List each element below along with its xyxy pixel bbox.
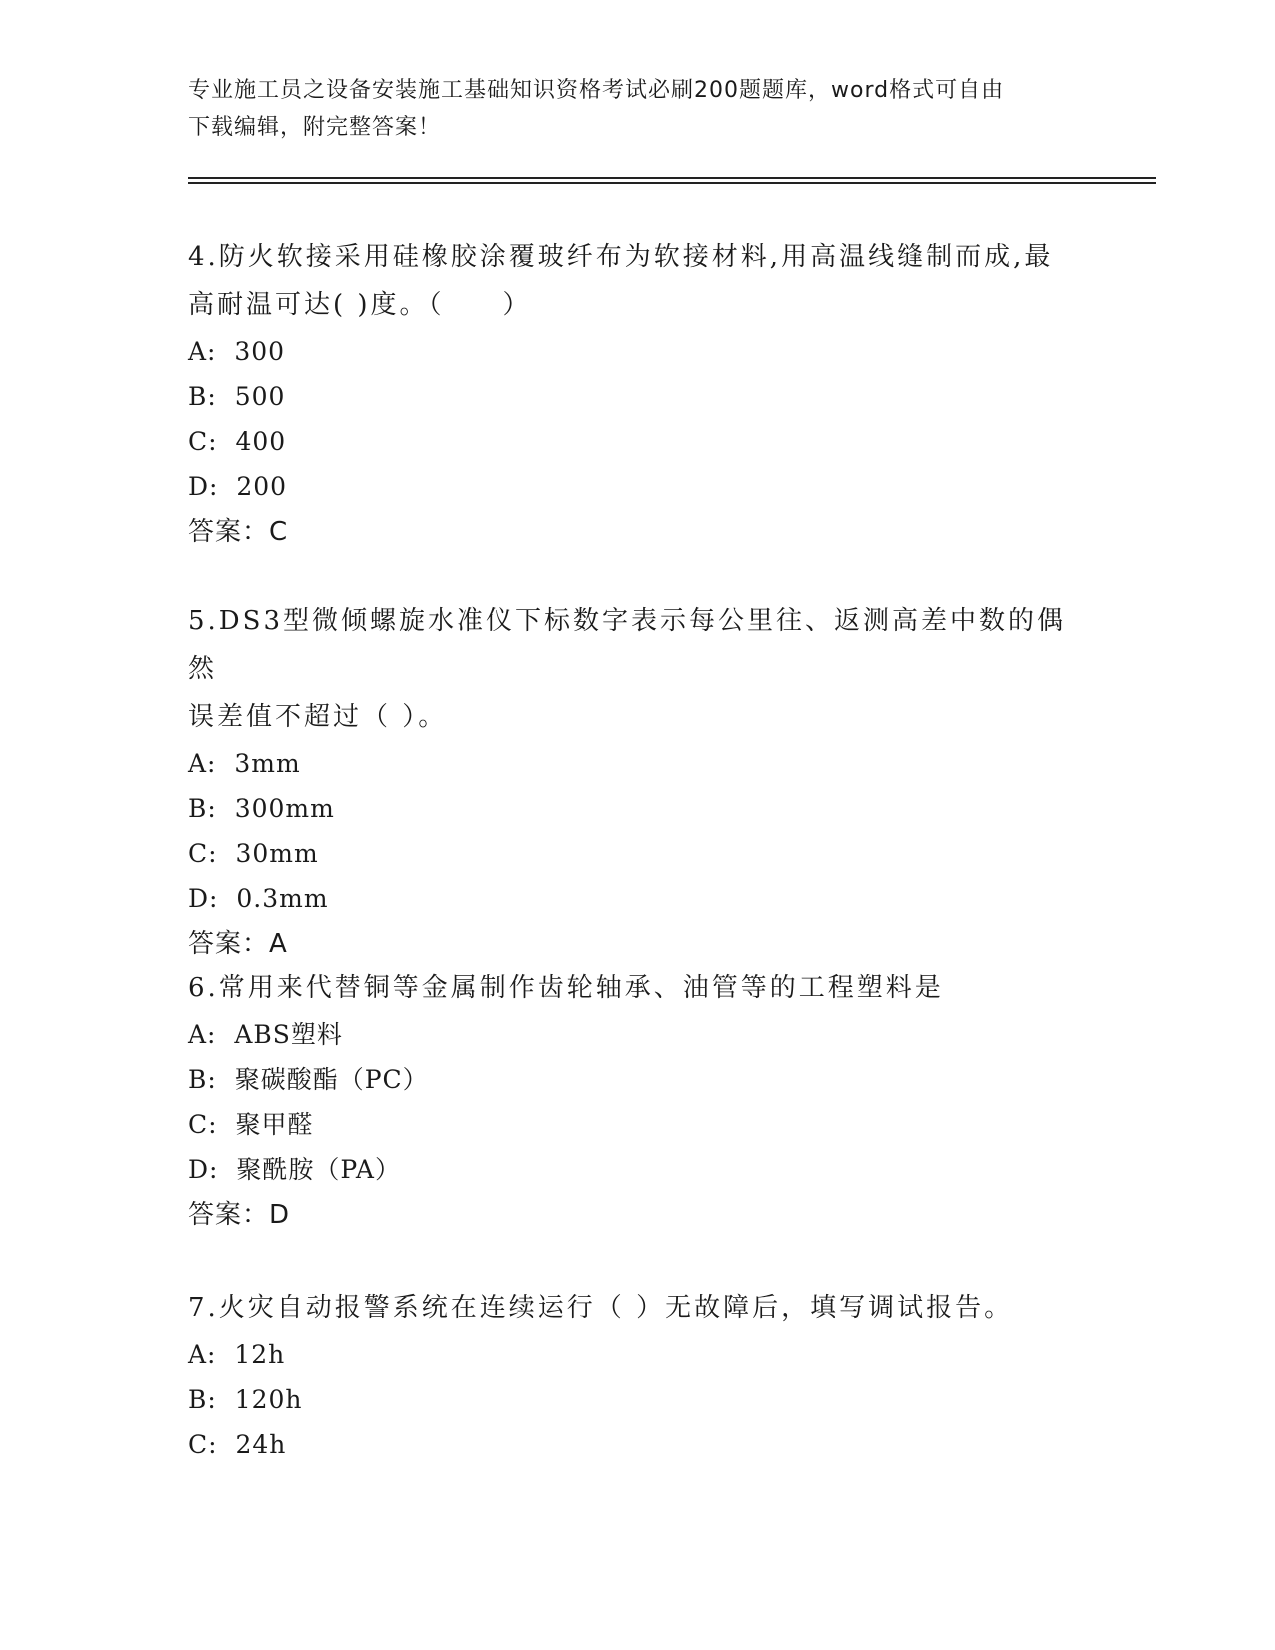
question-text-line: 误差值不超过（ ）。: [188, 702, 448, 732]
option-b: B: 120h: [188, 1385, 303, 1414]
question-text: [188, 964, 1088, 1012]
question-text-line: 7.火灾自动报警系统在连续运行（ ）无故障后，填写调试报告。: [188, 1293, 1014, 1323]
header-divider-top: [188, 177, 1156, 179]
option-b: B: 300mm: [188, 794, 335, 823]
answer-line: 答案：A: [188, 929, 288, 959]
option-b: B: 聚碳酸酯（PC）: [188, 1065, 429, 1094]
option-a: A: 12h: [188, 1340, 286, 1369]
option-a: A: 300: [188, 337, 286, 366]
document-header: [188, 72, 1088, 146]
option-d: D: 200: [188, 472, 288, 501]
option-c: C: 聚甲醛: [188, 1110, 314, 1139]
question-block: [188, 964, 1088, 1238]
option-c: C: 24h: [188, 1430, 287, 1459]
option-a: A: ABS塑料: [188, 1020, 343, 1049]
option-b: B: 500: [188, 382, 286, 411]
question-text-line: 5.DS3型微倾螺旋水准仪下标数字表示每公里往、返测高差中数的偶然: [188, 606, 1067, 684]
question-text: [188, 233, 1088, 329]
question-text-line: 4.防火软接采用硅橡胶涂覆玻纤布为软接材料,用高温线缝制而成,最: [188, 242, 1054, 272]
option-c: C: 30mm: [188, 839, 319, 868]
question-block: [188, 1284, 1088, 1467]
option-d: D: 0.3mm: [188, 884, 329, 913]
option-c: C: 400: [188, 427, 287, 456]
option-a: A: 3mm: [188, 749, 301, 778]
header-line-2: 下载编辑，附完整答案！: [188, 115, 442, 140]
question-block: [188, 597, 1088, 967]
question-block: [188, 233, 1088, 555]
question-text-line: 高耐温可达( )度。（ ）: [188, 290, 532, 320]
question-text: [188, 1284, 1088, 1332]
answer-line: 答案：C: [188, 517, 289, 547]
question-text-line: 6.常用来代替铜等金属制作齿轮轴承、油管等的工程塑料是: [188, 973, 944, 1003]
header-divider-bottom: [188, 182, 1156, 184]
question-text: [188, 597, 1088, 741]
header-line-1: 专业施工员之设备安装施工基础知识资格考试必刷200题题库，word格式可自由: [188, 78, 1005, 103]
answer-line: 答案：D: [188, 1200, 291, 1230]
option-d: D: 聚酰胺（PA）: [188, 1155, 401, 1184]
